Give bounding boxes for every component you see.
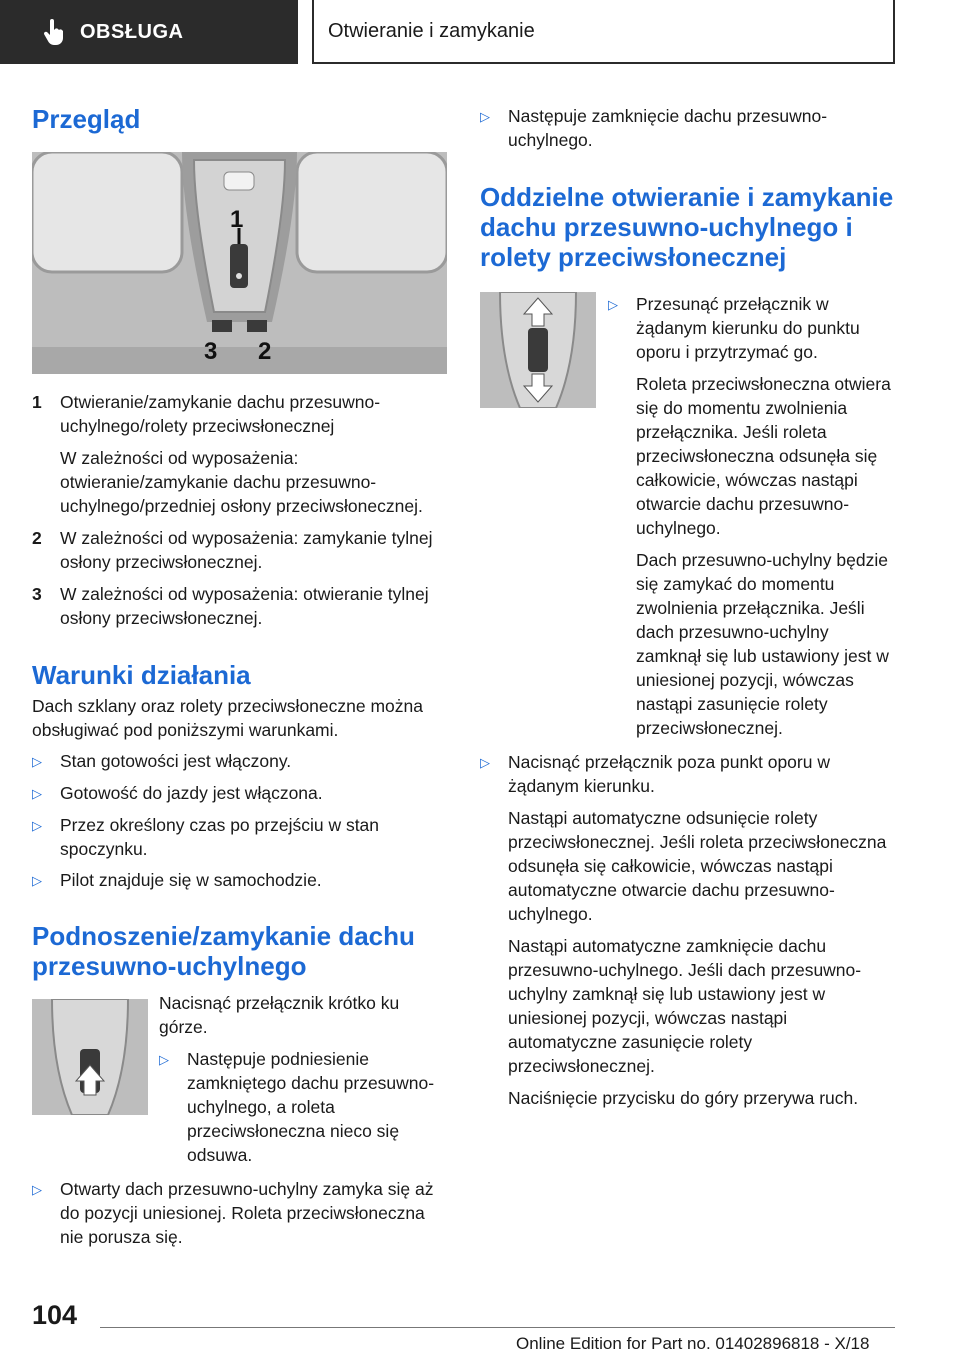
triangle-bullet-icon: ▷: [480, 755, 490, 770]
section-tab: [0, 0, 298, 64]
page-number: 104: [32, 1300, 78, 1330]
callout-3: 3: [204, 338, 218, 365]
list-item: ▷ Otwarty dach przesuwno-uchylny zamyka się aż do pozycji uniesionej. Roleta przeciwsłoneczna nie porusza się.: [32, 1179, 434, 1247]
hand-pointer-icon: [40, 18, 68, 46]
switch-updown-image: [480, 292, 596, 408]
list-item: 3 W zależności od wyposażenia: otwieranie tylnej osłony przeciwsłonecznej.: [32, 584, 429, 628]
list-item: ▷ Przez określony czas po przejściu w stan spoczynku.: [32, 815, 380, 859]
overhead-console-image: [32, 152, 447, 374]
triangle-bullet-icon: ▷: [32, 873, 42, 888]
triangle-bullet-icon: ▷: [32, 754, 42, 769]
triangle-bullet-icon: ▷: [32, 786, 42, 801]
chapter-tab: [312, 0, 895, 64]
switch-up-image: [32, 999, 148, 1115]
triangle-bullet-icon: ▷: [32, 1182, 42, 1197]
list-item: ▷ Pilot znajduje się w samochodzie.: [32, 868, 447, 893]
triangle-bullet-icon: ▷: [32, 818, 42, 833]
overview-heading: Przegląd: [32, 104, 141, 134]
callout-2: 2: [258, 338, 272, 365]
list-item: ▷ Następuje podniesienie zamkniętego dachu przesuwno-uchylnego, a roleta przeciwsłoneczna nieco się odsuwa.: [159, 1049, 435, 1165]
left-column: [32, 96, 447, 1249]
separate-heading: Oddzielne otwieranie i zamykanie dachu przesuwno-uchylnego i rolety przeciwsłonecznej: [480, 182, 894, 272]
edition-text: Online Edition for Part no. 01402896818 - X/18: [516, 1334, 870, 1353]
lift-intro: Nacisnąć przełącznik krótko ku górze.: [159, 993, 400, 1037]
list-item: ▷ Stan gotowości jest włączony.: [32, 749, 447, 774]
list-item: 1 Otwieranie/zamykanie dachu przesuwno-uchylnego/rolety przeciwsłonecznej W zależności od wyposażenia: otwieranie/zamykanie dachu przesuwno-uchylnego/przedniej osłony przeciwsłonecznej.: [32, 392, 423, 516]
list-item: ▷ Nacisnąć przełącznik poza punkt oporu w żądanym kierunku. Nastąpi automatyczne odsunięcie rolety przeciwsłonecznej. Jeśli roleta przeciwsłoneczna odsunęła się całkowicie, wówczas nastąpi automatyczne otwarcie dachu przesuwno-uchylnego. Nastąpi automatyczne zamknięcie dachu przesuwno-uchylnego. Jeśli dach przesuwno-uchylny zamknął się lub ustawiony jest w uniesionej pozycji, wówczas nastąpi automatyczne zasunięcie rolety przeciwsłonecznej. Naciśnięcie przycisku do góry przerywa ruch.: [480, 752, 887, 1108]
triangle-bullet-icon: ▷: [480, 109, 490, 124]
section-title: OBSŁUGA: [80, 20, 184, 43]
list-item: 2 W zależności od wyposażenia: zamykanie tylnej osłony przeciwsłonecznej.: [32, 528, 433, 572]
triangle-bullet-icon: ▷: [159, 1052, 169, 1067]
lift-heading: Podnoszenie/zamykanie dachu przesuwno-uchylnego: [32, 921, 415, 981]
chapter-title: Otwieranie i zamykanie: [328, 19, 535, 42]
right-column: [480, 104, 895, 1110]
callout-1: 1: [230, 206, 244, 233]
conditions-heading: Warunki działania: [32, 660, 251, 690]
triangle-bullet-icon: ▷: [608, 297, 618, 312]
conditions-intro: Dach szklany oraz rolety przeciwsłoneczne można obsługiwać pod poniższymi warunkami.: [32, 696, 423, 740]
footer-divider: [100, 1327, 895, 1328]
list-item: ▷ Następuje zamknięcie dachu przesuwno-uchylnego.: [480, 106, 828, 150]
list-item: ▷ Przesunąć przełącznik w żądanym kierunku do punktu oporu i przytrzymać go. Roleta przeciwsłoneczna otwiera się do momentu zwolnienia przełącznika. Jeśli roleta przeciwsłoneczna odsunęła się całkowicie, wówczas nastąpi otwarcie dachu przesuwno-uchylnego. Dach przesuwno-uchylny będzie się zamykać do momentu zwolnienia przełącznika. Jeśli dach przesuwno-uchylny zamknął się lub ustawiony jest w uniesionej pozycji, wówczas nastąpi zasunięcie rolety przeciwsłonecznej.: [608, 294, 891, 738]
list-item: ▷ Gotowość do jazdy jest włączona.: [32, 781, 447, 806]
